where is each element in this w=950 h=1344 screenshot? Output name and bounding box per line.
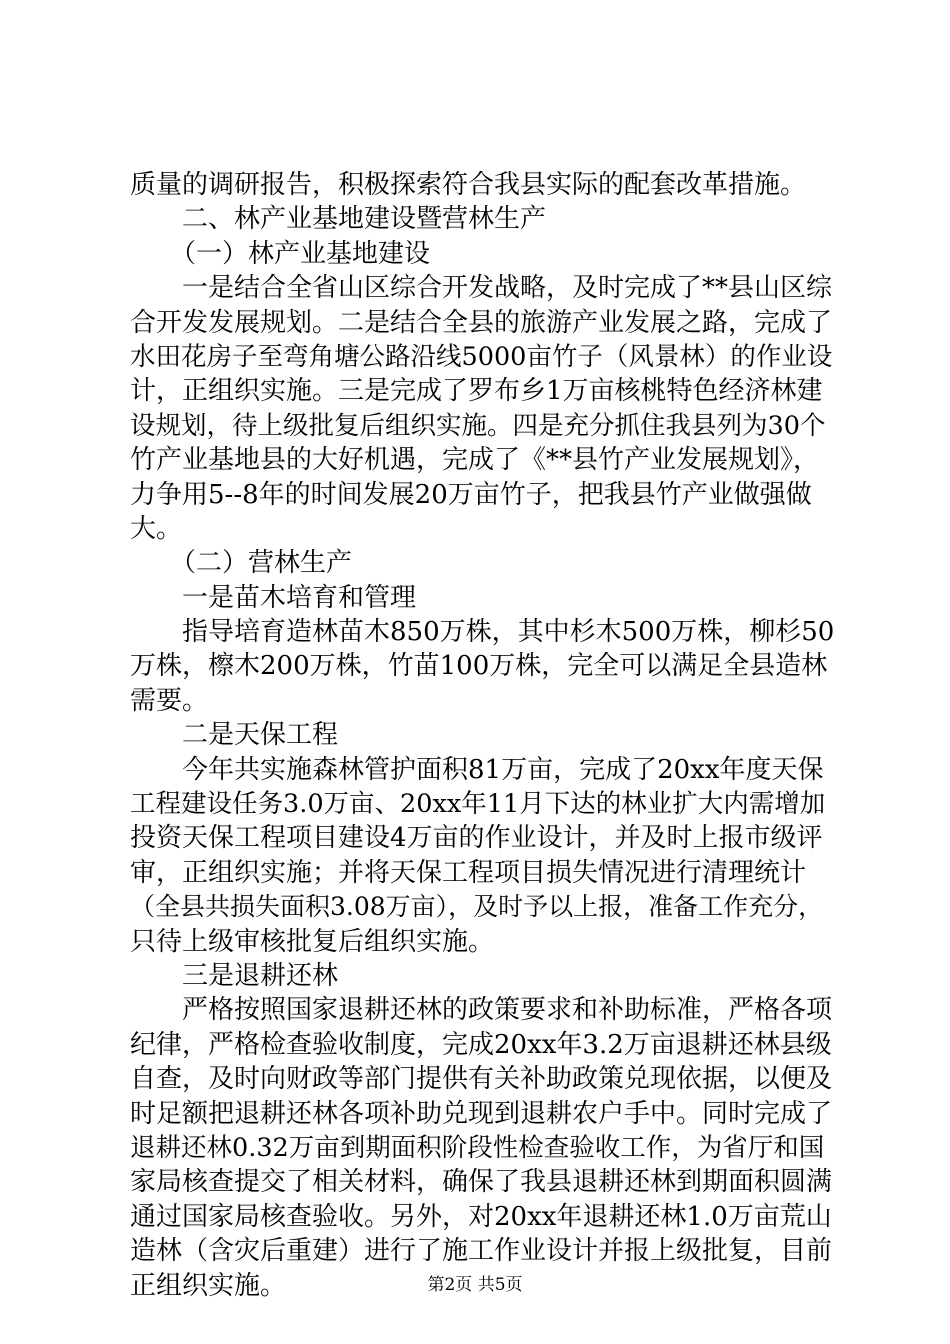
- subsection-heading: （二）营林生产: [170, 548, 353, 579]
- paragraph-line: 通过国家局核查验收。另外，对20xx年退耕还林1.0万亩荒山: [130, 1201, 832, 1232]
- paragraph-line: 计，正组织实施。三是完成了罗布乡1万亩核桃特色经济林建: [130, 376, 823, 407]
- paragraph-line: 投资天保工程项目建设4万亩的作业设计，并及时上报市级评: [130, 823, 823, 854]
- paragraph-line: 力争用5--8年的时间发展20万亩竹子，把我县竹产业做强做: [130, 479, 812, 510]
- paragraph-line: 今年共实施森林管护面积81万亩，完成了20xx年度天保: [182, 754, 824, 785]
- item-heading: 三是退耕还林: [182, 960, 339, 991]
- paragraph-line: 正组织实施。: [130, 1270, 287, 1301]
- paragraph-line: （全县共损失面积3.08万亩），及时予以上报，准备工作充分，: [130, 892, 824, 922]
- paragraph-line: 造林（含灾后重建）进行了施工作业设计并报上级批复，目前: [130, 1236, 833, 1267]
- paragraph-line: 工程建设任务3.0万亩、20xx年11月下达的林业扩大内需增加: [130, 789, 826, 820]
- page-number-footer: 第2页 共5页: [427, 1275, 523, 1295]
- paragraph-line: 万株，檫木200万株，竹苗100万株，完全可以满足全县造林: [130, 651, 828, 682]
- item-heading: 二是天保工程: [182, 720, 339, 751]
- paragraph-line: 质量的调研报告，积极探索符合我县实际的配套改革措施。: [130, 170, 807, 200]
- paragraph-line: 水田花房子至弯角塘公路沿线5000亩竹子（风景林）的作业设: [130, 341, 833, 372]
- paragraph-line: 只待上级审核批复后组织实施。: [130, 926, 495, 957]
- paragraph-line: 合开发发展规划。二是结合全县的旅游产业发展之路，完成了: [130, 307, 833, 338]
- item-heading: 一是苗木培育和管理: [182, 582, 417, 613]
- paragraph-line: 纪律，严格检查验收制度，完成20xx年3.2万亩退耕还林县级: [130, 1029, 832, 1060]
- paragraph-line: 退耕还林0.32万亩到期面积阶段性检查验收工作，为省厅和国: [130, 1132, 825, 1163]
- paragraph-line: 时足额把退耕还林各项补助兑现到退耕农户手中。同时完成了: [130, 1098, 833, 1129]
- paragraph-line: 指导培育造林苗木850万株，其中杉木500万株，柳杉50: [182, 617, 835, 648]
- paragraph-line: 需要。: [130, 685, 209, 716]
- document-body: [130, 168, 836, 1303]
- paragraph-line: 大。: [130, 513, 183, 544]
- subsection-heading: （一）林产业基地建设: [170, 238, 431, 269]
- paragraph-line: 竹产业基地县的大好机遇，完成了《**县竹产业发展规划》，: [130, 445, 820, 476]
- paragraph-line: 设规划，待上级批复后组织实施。四是充分抓住我县列为30个: [130, 410, 826, 441]
- paragraph-line: 严格按照国家退耕还林的政策要求和补助标准，严格各项: [182, 995, 833, 1026]
- paragraph-line: 家局核查提交了相关材料，确保了我县退耕还林到期面积圆满: [130, 1167, 833, 1198]
- section-heading: 二、林产业基地建设暨营林生产: [182, 204, 547, 235]
- paragraph-line: 自查，及时向财政等部门提供有关补助政策兑现依据，以便及: [130, 1064, 833, 1095]
- paragraph-line: 审，正组织实施；并将天保工程项目损失情况进行清理统计: [130, 857, 807, 888]
- paragraph-line: 一是结合全省山区综合开发战略，及时完成了**县山区综: [182, 273, 833, 304]
